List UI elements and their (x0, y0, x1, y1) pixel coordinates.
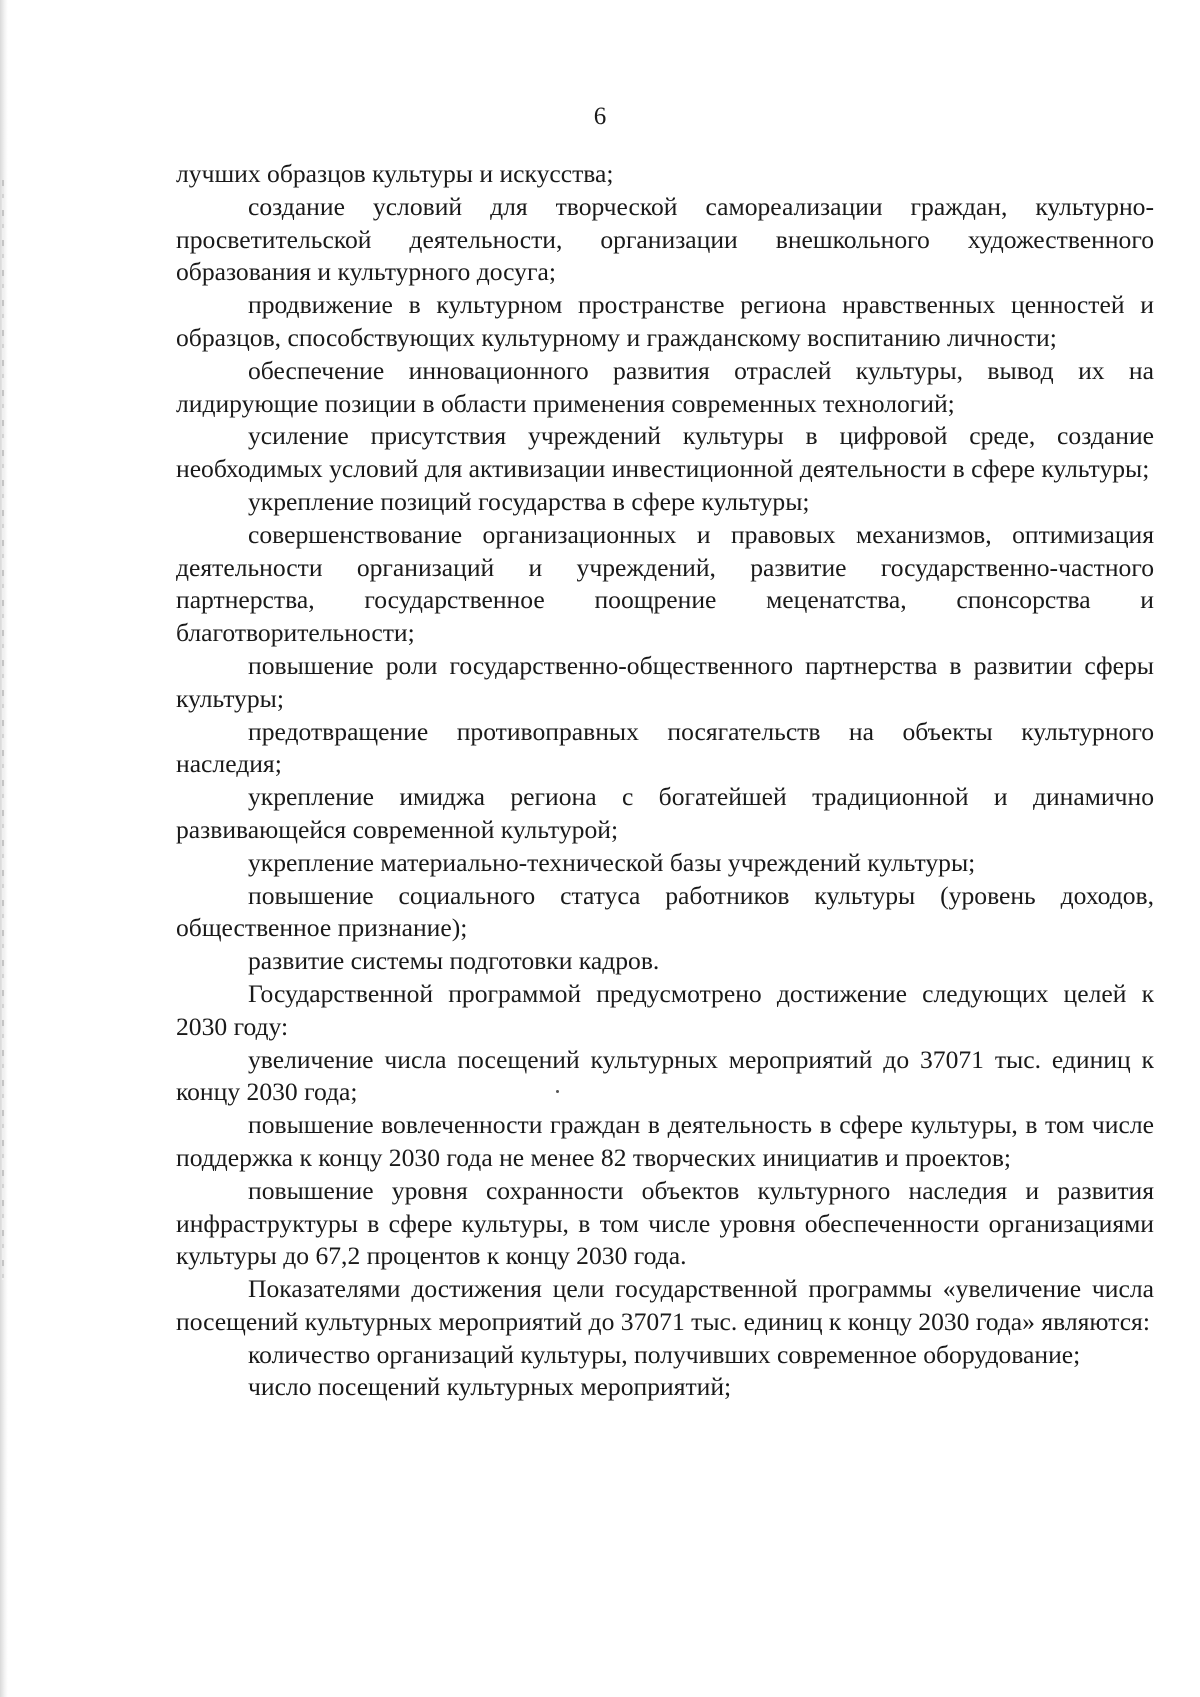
paragraph: обеспечение инновационного развития отраслей культуры, вывод их на лидирующие позиции в области применения современных технологий; (176, 355, 1154, 418)
paragraph: укрепление имиджа региона с богатейшей традиционной и динамично развивающейся современной культурой; (176, 782, 1154, 844)
paragraph: повышение уровня сохранности объектов культурного наследия и развития инфраструктуры в сфере культуры, в том числе уровня обеспеченности организациями культуры до 67,2 процентов к концу 2030 года. (176, 1175, 1154, 1271)
paragraph: лучших образцов культуры и искусства; (176, 159, 614, 188)
paragraph: развитие системы подготовки кадров. (248, 946, 660, 976)
scan-edge (0, 0, 8, 1697)
paragraph: совершенствование организационных и правовых механизмов, оптимизация деятельности организаций и учреждений, развитие государственно-частного партнерства, государственное поощрение меценатства, спонсорства и благотворительности; (176, 519, 1154, 648)
paragraph: увеличение числа посещений культурных мероприятий до 37071 тыс. единиц к концу 2030 года; (176, 1044, 1154, 1107)
paragraph: повышение вовлеченности граждан в деятельность в сфере культуры, в том числе поддержка к концу 2030 года не менее 82 творческих инициатив и проектов; (176, 1110, 1154, 1172)
paragraph: Показателями достижения цели государственной программы «увеличение числа посещений культурных мероприятий до 37071 тыс. единиц к концу 2030 года» являются: (176, 1274, 1154, 1336)
paragraph: усиление присутствия учреждений культуры в цифровой среде, создание необходимых условий для активизации инвестиционной деятельности в сфере культуры; (176, 421, 1154, 484)
paragraph: продвижение в культурном пространстве региона нравственных ценностей и образцов, способствующих культурному и гражданскому воспитанию личности; (176, 290, 1154, 352)
page-number: 6 (593, 103, 607, 130)
paragraph: создание условий для творческой самореализации граждан, культурно-просветительской деятельности, организации внешкольного художественного образования и культурного досуга; (176, 191, 1154, 287)
paragraph: повышение роли государственно-общественного партнерства в развитии сферы культуры; (176, 650, 1154, 713)
paragraph: укрепление материально-технической базы учреждений культуры; (248, 847, 976, 877)
scan-speck (556, 1090, 559, 1093)
paragraph: число посещений культурных мероприятий; (248, 1372, 732, 1402)
document-body (176, 158, 1154, 1404)
paragraph: Государственной программой предусмотрено достижение следующих целей к 2030 году: (176, 978, 1154, 1041)
paragraph: предотвращение противоправных посягательств на объекты культурного наследия; (176, 716, 1154, 779)
paragraph: повышение социального статуса работников культуры (уровень доходов, общественное признание); (176, 880, 1154, 943)
paragraph: количество организаций культуры, получивших современное оборудование; (248, 1339, 1081, 1369)
paragraph: укрепление позиций государства в сфере культуры; (248, 486, 810, 516)
